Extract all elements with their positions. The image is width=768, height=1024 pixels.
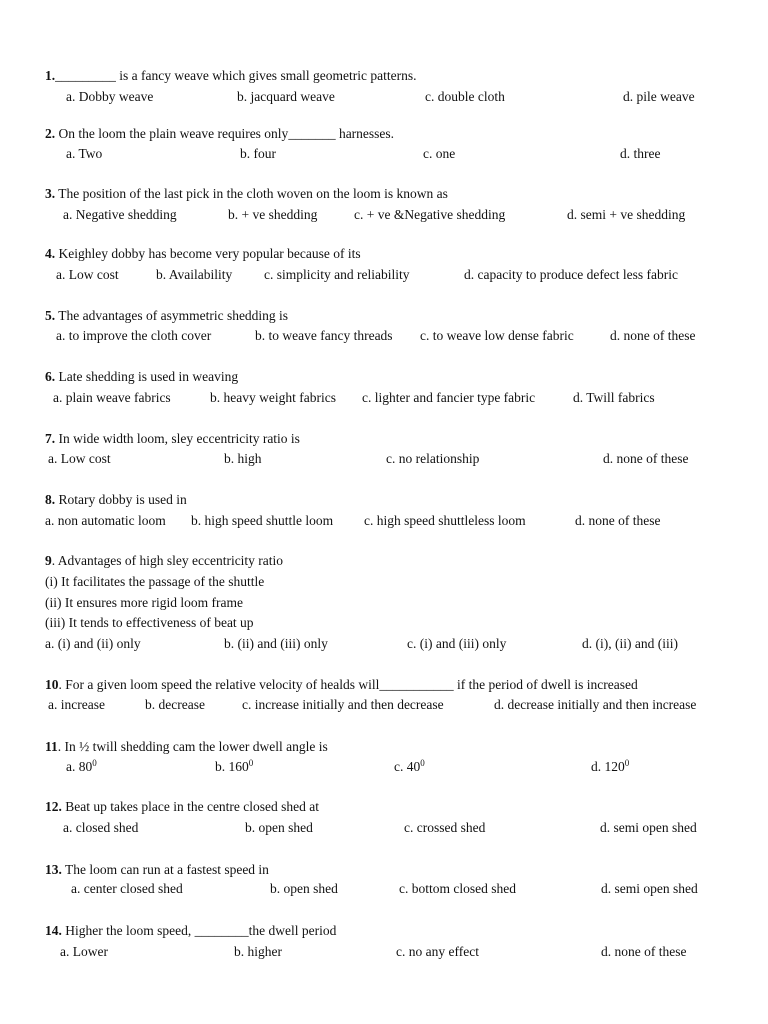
answer-option bbox=[386, 451, 479, 467]
answer-blank: _________ bbox=[55, 68, 116, 83]
option-text: a. non automatic loom bbox=[45, 513, 166, 528]
option-text: c. no any effect bbox=[396, 944, 479, 959]
answer-option bbox=[66, 89, 153, 105]
answer-option bbox=[396, 944, 479, 960]
option-text: b. high bbox=[224, 451, 262, 466]
answer-option bbox=[567, 207, 685, 223]
answer-option bbox=[264, 267, 409, 283]
question-text: . In ½ twill shedding cam the lower dwell angle is bbox=[57, 739, 328, 754]
question-stem bbox=[45, 862, 269, 878]
answer-option bbox=[620, 146, 660, 162]
answer-option bbox=[237, 89, 335, 105]
option-text: b. open shed bbox=[245, 820, 313, 835]
question-stem bbox=[45, 677, 638, 693]
option-text: d. decrease initially and then increase bbox=[494, 697, 697, 712]
answer-option bbox=[354, 207, 505, 223]
option-text: c. bottom closed shed bbox=[399, 881, 516, 896]
answer-option bbox=[56, 267, 119, 283]
option-text: b. + ve shedding bbox=[228, 207, 318, 222]
option-text: a. Dobby weave bbox=[66, 89, 154, 104]
option-text: a. center closed shed bbox=[71, 881, 183, 896]
question-number: 13. bbox=[45, 862, 62, 877]
option-text: a. Low cost bbox=[56, 267, 119, 282]
question-number: 8. bbox=[45, 492, 56, 507]
option-text: b. four bbox=[240, 146, 276, 161]
answer-option bbox=[48, 697, 105, 713]
answer-option bbox=[591, 759, 629, 775]
option-text: b. to weave fancy threads bbox=[255, 328, 393, 343]
answer-option bbox=[623, 89, 695, 105]
option-text: c. no relationship bbox=[386, 451, 480, 466]
option-text: b. (ii) and (iii) only bbox=[224, 636, 328, 651]
answer-option bbox=[48, 451, 111, 467]
answer-option bbox=[399, 881, 516, 897]
option-text: b. Availability bbox=[156, 267, 233, 282]
option-text: c. one bbox=[423, 146, 456, 161]
question-text: Rotary dobby is used in bbox=[55, 492, 187, 507]
answer-option bbox=[362, 390, 535, 406]
option-text: d. semi open shed bbox=[600, 820, 697, 835]
option-text: c. (i) and (iii) only bbox=[407, 636, 507, 651]
question-number: 3. bbox=[45, 186, 56, 201]
option-text: d. none of these bbox=[601, 944, 687, 959]
answer-option bbox=[601, 881, 698, 897]
answer-option bbox=[191, 513, 333, 529]
statement-line: (i) It facilitates the passage of the shuttle bbox=[45, 574, 265, 589]
question-text: The loom can run at a fastest speed in bbox=[61, 862, 269, 877]
option-text: a. closed shed bbox=[63, 820, 139, 835]
question-stem bbox=[45, 923, 336, 939]
option-text: a. (i) and (ii) only bbox=[45, 636, 141, 651]
answer-option bbox=[600, 820, 697, 836]
answer-option bbox=[242, 697, 444, 713]
answer-option bbox=[224, 636, 328, 652]
answer-option bbox=[394, 759, 425, 775]
option-text: d. 120 bbox=[591, 759, 625, 774]
option-text: d. capacity to produce defect less fabric bbox=[464, 267, 679, 282]
option-text: d. none of these bbox=[603, 451, 689, 466]
question-number: 10 bbox=[45, 677, 59, 692]
option-text: d. Twill fabrics bbox=[573, 390, 655, 405]
degree-superscript: 0 bbox=[420, 758, 425, 768]
option-text: d. none of these bbox=[575, 513, 661, 528]
answer-blank: _______ bbox=[288, 126, 336, 141]
question-number: 9 bbox=[45, 553, 52, 568]
answer-option bbox=[610, 328, 695, 344]
option-text: c. high speed shuttleless loom bbox=[364, 513, 526, 528]
option-text: b. high speed shuttle loom bbox=[191, 513, 334, 528]
question-text: The advantages of asymmetric shedding is bbox=[55, 308, 289, 323]
answer-option bbox=[45, 513, 166, 529]
option-text: a. Two bbox=[66, 146, 103, 161]
degree-superscript: 0 bbox=[624, 758, 630, 768]
answer-option bbox=[234, 944, 282, 960]
answer-option bbox=[420, 328, 574, 344]
question-text: The position of the last pick in the cloth woven on the loom is known as bbox=[55, 186, 448, 201]
answer-option bbox=[423, 146, 455, 162]
question-text-after: harnesses. bbox=[335, 126, 395, 141]
question-number: 2. bbox=[45, 126, 56, 141]
option-text: c. double cloth bbox=[425, 89, 505, 104]
option-text: d. (i), (ii) and (iii) bbox=[582, 636, 678, 651]
question-stem bbox=[45, 369, 238, 385]
option-text: c. to weave low dense fabric bbox=[420, 328, 574, 343]
answer-option bbox=[407, 636, 506, 652]
question-text: Beat up takes place in the centre closed shed at bbox=[61, 799, 320, 814]
answer-option bbox=[240, 146, 276, 162]
answer-option bbox=[464, 267, 678, 283]
option-text: c. 40 bbox=[394, 759, 421, 774]
answer-option bbox=[228, 207, 317, 223]
option-text: c. increase initially and then decrease bbox=[242, 697, 444, 712]
answer-option bbox=[601, 944, 686, 960]
question-text: On the loom the plain weave requires only bbox=[55, 126, 289, 141]
option-text: a. Lower bbox=[60, 944, 108, 959]
degree-superscript: 0 bbox=[92, 758, 97, 768]
question-stem bbox=[45, 308, 288, 324]
answer-option bbox=[63, 207, 177, 223]
answer-option bbox=[224, 451, 262, 467]
option-text: d. none of these bbox=[610, 328, 696, 343]
question-number: 14. bbox=[45, 923, 62, 938]
option-text: a. Negative shedding bbox=[63, 207, 177, 222]
question-stem bbox=[45, 553, 283, 569]
question-text-after: if the period of dwell is increased bbox=[453, 677, 638, 692]
question-number: 6. bbox=[45, 369, 56, 384]
question-text: In wide width loom, sley eccentricity ratio is bbox=[55, 431, 300, 446]
answer-option bbox=[215, 759, 253, 775]
answer-option bbox=[245, 820, 313, 836]
option-text: c. crossed shed bbox=[404, 820, 486, 835]
question-text: Keighley dobby has become very popular because of its bbox=[55, 246, 361, 261]
answer-option bbox=[156, 267, 232, 283]
option-text: a. increase bbox=[48, 697, 105, 712]
option-text: b. higher bbox=[234, 944, 282, 959]
answer-option bbox=[255, 328, 393, 344]
degree-superscript: 0 bbox=[248, 758, 254, 768]
option-text: b. heavy weight fabrics bbox=[210, 390, 336, 405]
answer-option bbox=[210, 390, 336, 406]
option-text: a. 80 bbox=[66, 759, 93, 774]
statement-line: (ii) It ensures more rigid loom frame bbox=[45, 595, 243, 610]
answer-option bbox=[45, 636, 141, 652]
option-text: d. semi + ve shedding bbox=[567, 207, 686, 222]
question-number: 5. bbox=[45, 308, 56, 323]
answer-option bbox=[494, 697, 696, 713]
answer-option bbox=[575, 513, 660, 529]
question-number: 11 bbox=[45, 739, 58, 754]
option-text: c. + ve &Negative shedding bbox=[354, 207, 506, 222]
question-text: . For a given loom speed the relative velocity of healds will bbox=[58, 677, 380, 692]
answer-option bbox=[60, 944, 108, 960]
question-text-after: is a fancy weave which gives small geometric patterns. bbox=[115, 68, 417, 83]
answer-option bbox=[364, 513, 526, 529]
option-text: b. 160 bbox=[215, 759, 249, 774]
answer-option bbox=[573, 390, 655, 406]
option-text: c. lighter and fancier type fabric bbox=[362, 390, 536, 405]
question-stem bbox=[45, 492, 187, 508]
option-text: d. pile weave bbox=[623, 89, 695, 104]
option-text: b. decrease bbox=[145, 697, 205, 712]
statement-line: (iii) It tends to effectiveness of beat up bbox=[45, 615, 254, 630]
answer-option bbox=[404, 820, 485, 836]
question-text: Late shedding is used in weaving bbox=[55, 369, 239, 384]
answer-option bbox=[582, 636, 678, 652]
question-stem bbox=[45, 186, 448, 202]
answer-option bbox=[66, 146, 102, 162]
option-text: d. three bbox=[620, 146, 661, 161]
question-stem bbox=[45, 126, 394, 142]
question-stem bbox=[45, 739, 328, 755]
answer-option bbox=[603, 451, 688, 467]
answer-option bbox=[63, 820, 138, 836]
answer-option bbox=[425, 89, 505, 105]
answer-blank: ___________ bbox=[379, 677, 454, 692]
question-stem bbox=[45, 431, 300, 447]
option-text: a. Low cost bbox=[48, 451, 111, 466]
answer-option bbox=[53, 390, 171, 406]
question-stem bbox=[45, 246, 361, 262]
question-stem bbox=[45, 799, 319, 815]
answer-option bbox=[71, 881, 183, 897]
answer-option bbox=[270, 881, 338, 897]
option-text: b. jacquard weave bbox=[237, 89, 335, 104]
option-text: b. open shed bbox=[270, 881, 338, 896]
question-number: 4. bbox=[45, 246, 56, 261]
answer-option bbox=[66, 759, 97, 775]
option-text: c. simplicity and reliability bbox=[264, 267, 410, 282]
question-text-after: the dwell period bbox=[248, 923, 337, 938]
answer-option bbox=[145, 697, 205, 713]
question-stem bbox=[45, 68, 417, 84]
question-text: Higher the loom speed, bbox=[61, 923, 195, 938]
question-number: 7. bbox=[45, 431, 56, 446]
answer-option bbox=[56, 328, 211, 344]
question-number: 1. bbox=[45, 68, 56, 83]
option-text: a. plain weave fabrics bbox=[53, 390, 171, 405]
question-number: 12. bbox=[45, 799, 62, 814]
option-text: d. semi open shed bbox=[601, 881, 698, 896]
answer-blank: ________ bbox=[194, 923, 249, 938]
question-text: . Advantages of high sley eccentricity ratio bbox=[51, 553, 284, 568]
option-text: a. to improve the cloth cover bbox=[56, 328, 212, 343]
